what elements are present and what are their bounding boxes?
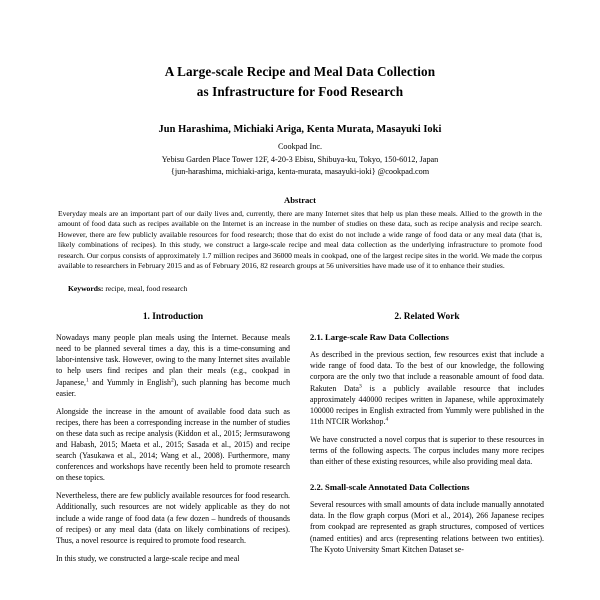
paragraph: Several resources with small amounts of data include manually annotated data. In the flow graph corpus (Mori et al., 2014), 266 Japanese recipes from cookpad are represented as graph structures, composed of vertices (named entities) and arcs (representing relations between two entities). The Kyoto University Smart Kitchen Dataset se- (310, 500, 544, 554)
subsection-heading-small-scale-annotated-data: 2.2. Small-scale Annotated Data Collections (310, 482, 470, 493)
keywords-value: recipe, meal, food research (105, 284, 188, 294)
paragraph: Alongside the increase in the amount of available food data such as recipes, there has been a corresponding increase in the number of studies on these data such as recipe analysis (Kiddon et al., 2015; Jermsurawong and Habash, 2015; Maeta et al., 2015; Sasada et al., 2015) and recipe search (Yasukawa et al., 2014; Wang et al., 2008). Furthermore, many conferences and workshops have recently been held to promote research on these topics. (56, 406, 290, 483)
section-heading-introduction: 1. Introduction (142, 312, 204, 323)
affiliation-address: Yebisu Garden Place Tower 12F, 4-20-3 Ebisu, Shibuya-ku, Tokyo, 150-6012, Japan (161, 154, 439, 164)
keywords-label: Keywords: (68, 284, 104, 294)
title-line-1: A Large-scale Recipe and Meal Data Collection (164, 64, 436, 79)
paragraph: In this study, we constructed a large-scale recipe and meal (56, 553, 240, 563)
title-line-2: as Infrastructure for Food Research (196, 84, 404, 99)
section-spacer (310, 473, 544, 482)
abstract-text: Everyday meals are an important part of our daily lives and, currently, there are many Internet sites that help us plan these meals. Allied to the growth in the amount of food data such as recipes available on the Internet is an increase in the number of studies on these data, such as recipe analysis and recipe search. However, there are few publicly available resources for food research; those that do exist do not include a wide range of food data or any meal data (that is, likely combinations of recipes). In this study, we construct a large-scale recipe and meal data collection as the underlying infrastructure to promote food research. Our corpus consists of approximately 1.7 million recipes and 36000 meals in cookpad, one of the largest recipe sites in the world. We made the corpus available to researchers in February 2015 and as of February 2016, 82 research groups at 56 universities have made use of it to enhance their studies. (58, 208, 542, 271)
subsection-heading-large-scale-raw-data: 2.1. Large-scale Raw Data Collections (310, 332, 449, 343)
page-title (56, 62, 544, 102)
keywords-line (56, 284, 544, 293)
left-column (56, 312, 290, 571)
body-columns (56, 312, 544, 571)
paragraph: As described in the previous section, few resources exist that include a wide range of food data. To the best of our knowledge, the following corpora are the only two that include a reasonable amount of food data. Rakuten Data$^3$ is a publicly available resource that includes approximately 440000 recipes written in Japanese, while approximately 100000 recipes in English extracted from Yummly were published in the 11th NTCIR Workshop.$^4$ (310, 350, 544, 426)
abstract-heading: Abstract (284, 194, 316, 205)
section-heading-related-work: 2. Related Work (394, 312, 460, 323)
paragraph: We have constructed a novel corpus that is superior to these resources in terms of the following aspects. The corpus includes many more recipes than either of these existing resources, while also providing meal data. (310, 434, 544, 467)
affiliation-company: Cookpad Inc. (277, 142, 323, 151)
author-list: Jun Harashima, Michiaki Ariga, Kenta Murata, Masayuki Ioki (158, 124, 442, 135)
affiliation-email: {jun-harashima, michiaki-ariga, kenta-murata, masayuki-ioki} @cookpad.com (170, 167, 430, 176)
affiliation-block (56, 141, 544, 178)
paragraph: Nowadays many people plan meals using the Internet. Because meals need to be planned several times a day, this is a time-consuming and labor-intensive task. However, owing to the many Internet sites available to help users find recipes and plan their meals (e.g., cookpad in Japanese,$^1$ and Yummly in English$^2$), such planning has become much easier. (56, 333, 291, 398)
paragraph: Nevertheless, there are few publicly available resources for food research. Additionally, such resources are not widely applicable as they do not include a wide range of food data (a few dozen – hundreds of thousands of recipes) or any meal data (data on likely combinations of recipes). Thus, a novel resource is required to promote food research. (56, 491, 290, 545)
right-column (310, 312, 544, 571)
